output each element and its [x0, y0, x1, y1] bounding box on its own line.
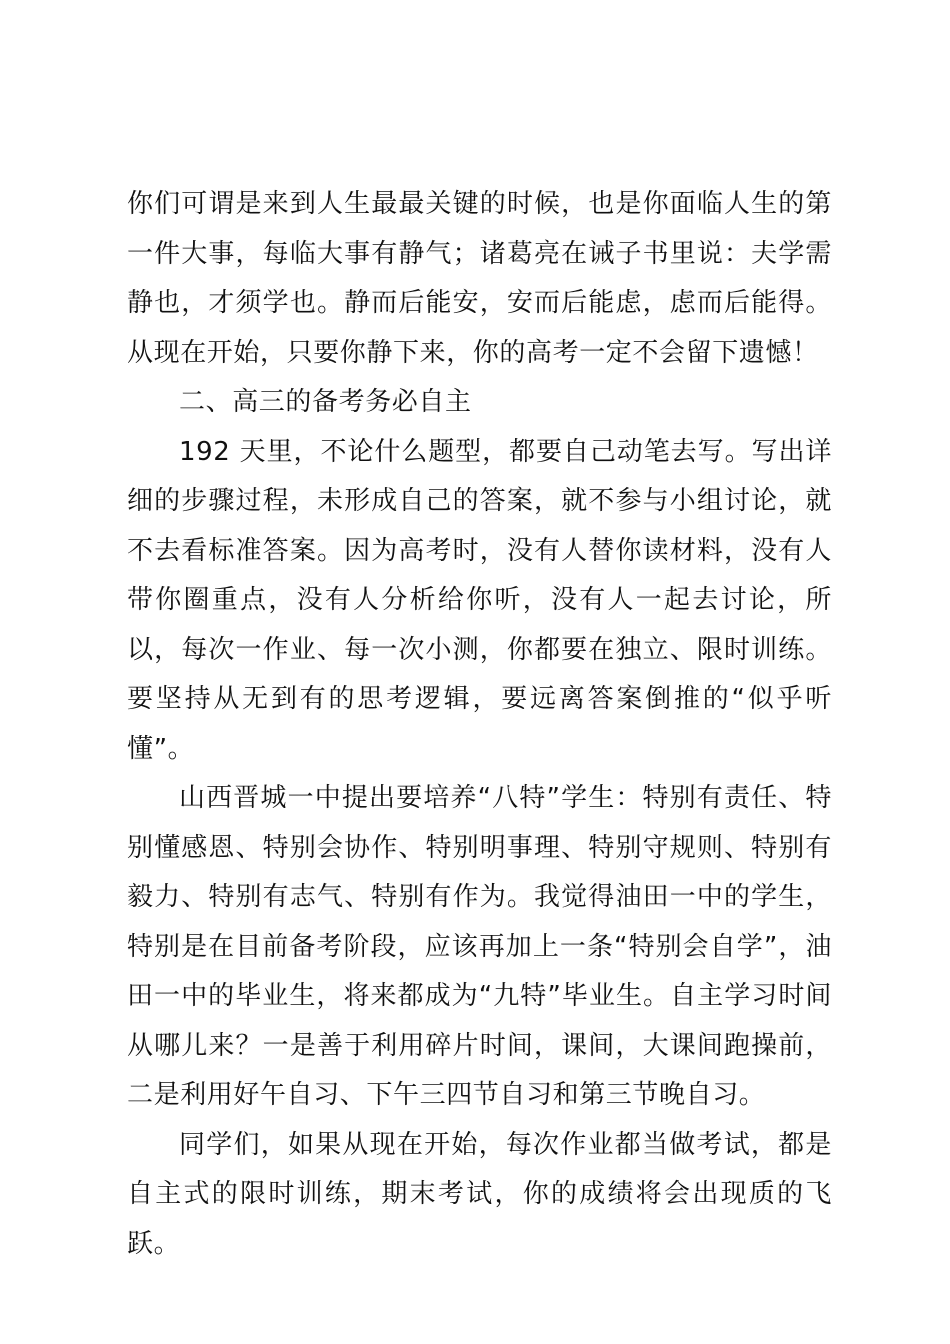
document-body	[127, 180, 832, 1269]
paragraph-2: 192 天里，不论什么题型，都要自己动笔去写。写出详细的步骤过程，未形成自己的答案，就不参与小组讨论，就不去看标准答案。因为高考时，没有人替你读材料，没有人带你圈重点，没有人分析给你听，没有人一起去讨论，所以，每次一作业、每一次小测，你都要在独立、限时训练。要坚持从无到有的思考逻辑，要远离答案倒推的“似乎听懂”。	[127, 436, 832, 764]
section-heading: 二、高三的备考务必自主	[179, 387, 472, 417]
paragraph-4: 同学们，如果从现在开始，每次作业都当做考试，都是自主式的限时训练，期末考试，你的成绩将会出现质的飞跃。	[127, 1129, 832, 1259]
paragraph-3: 山西晋城一中提出要培养“八特”学生：特别有责任、特别懂感恩、特别会协作、特别明事理、特别守规则、特别有毅力、特别有志气、特别有作为。我觉得油田一中的学生，特别是在目前备考阶段，应该再加上一条“特别会自学”，油田一中的毕业生，将来都成为“九特”毕业生。自主学习时间从哪儿来？一是善于利用碎片时间，课间，大课间跑操前，二是利用好午自习、下午三四节自习和第三节晚自习。	[127, 783, 832, 1110]
paragraph-1: 你们可谓是来到人生最最关键的时候，也是你面临人生的第一件大事，每临大事有静气；诸葛亮在诫子书里说：夫学需静也，才须学也。静而后能安，安而后能虑，虑而后能得。从现在开始，只要你静下来，你的高考一定不会留下遗憾！	[127, 189, 832, 368]
